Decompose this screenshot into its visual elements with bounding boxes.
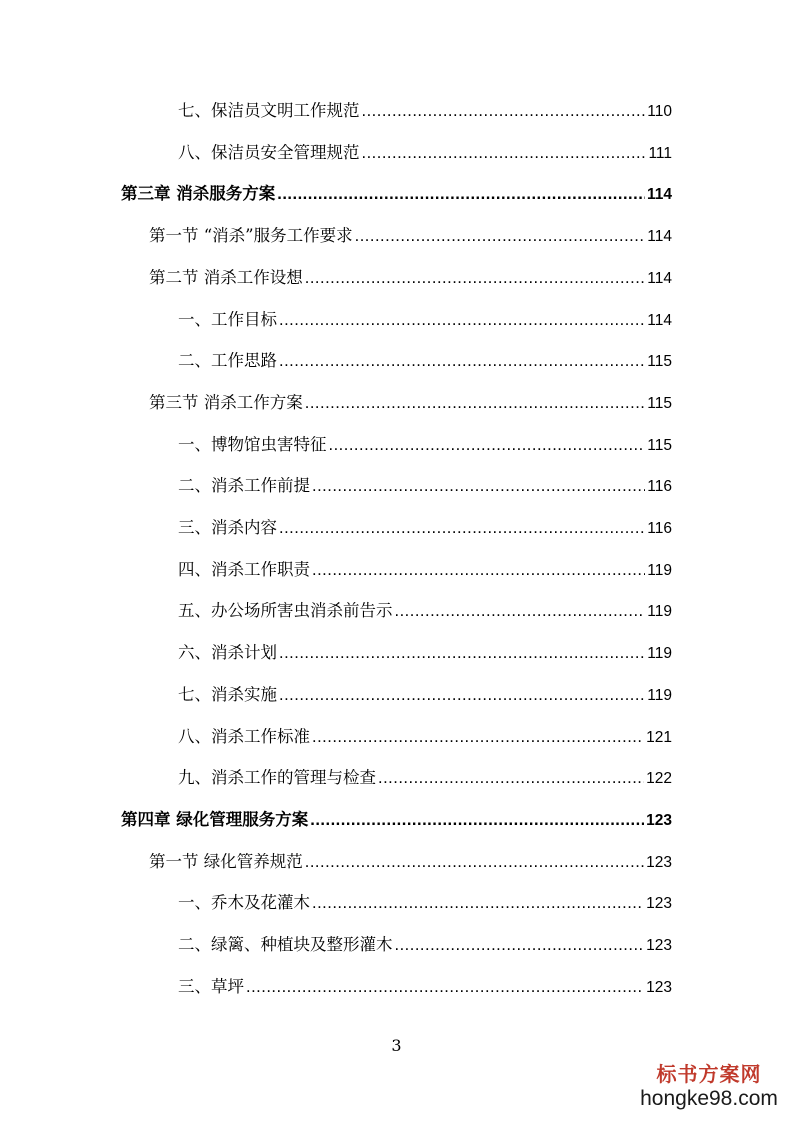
toc-entry-title: 二、工作思路 <box>178 351 277 371</box>
toc-entry-page: 114 <box>647 228 672 246</box>
toc-entry-page: 123 <box>646 978 672 996</box>
toc-entry[interactable] <box>149 221 672 251</box>
toc-entry-title: 五、办公场所害虫消杀前告示 <box>178 601 393 621</box>
toc-dot-leader <box>395 596 646 626</box>
toc-entry-page: 114 <box>647 269 672 287</box>
toc-dot-leader <box>310 805 644 835</box>
toc-entry-page: 111 <box>648 144 672 162</box>
toc-entry[interactable] <box>178 471 672 501</box>
toc-entry-page: 115 <box>647 353 672 371</box>
watermark-cn: 标书方案网 <box>656 1062 762 1086</box>
toc-entry[interactable] <box>178 638 672 668</box>
toc-entry-title: 四、消杀工作职责 <box>178 559 310 579</box>
toc-entry-page: 115 <box>647 394 672 412</box>
toc-entry-page: 119 <box>647 686 672 704</box>
toc-entry[interactable] <box>178 596 672 626</box>
toc-dot-leader <box>355 221 646 251</box>
toc-entry-title: 第三节 消杀工作方案 <box>149 392 303 412</box>
toc-entry-title: 第一节 “消杀”服务工作要求 <box>149 226 353 246</box>
toc-entry-page: 114 <box>646 186 672 204</box>
toc-dot-leader <box>279 680 645 710</box>
toc-entry[interactable] <box>149 388 672 418</box>
toc-entry-page: 119 <box>647 603 672 621</box>
toc-entry-page: 110 <box>647 103 672 120</box>
toc-entry-title: 三、消杀内容 <box>178 518 277 537</box>
toc-entry[interactable] <box>121 179 672 209</box>
toc-dot-leader <box>246 972 644 1002</box>
toc-entry-page: 123 <box>646 937 672 954</box>
toc-entry-title: 八、保洁员安全管理规范 <box>178 142 360 162</box>
watermark-logo <box>639 1062 779 1112</box>
watermark-en: hongke98.com <box>640 1087 778 1110</box>
toc-entry-page: 114 <box>647 311 672 329</box>
toc-entry-title: 第四章 绿化管理服务方案 <box>121 809 309 829</box>
toc-entry-title: 二、绿篱、种植块及整形灌木 <box>178 935 393 954</box>
toc-entry[interactable] <box>178 888 672 918</box>
toc-entry[interactable] <box>178 430 672 460</box>
toc-dot-leader <box>362 138 647 168</box>
toc-entry-page: 119 <box>647 561 672 579</box>
toc-entry[interactable] <box>178 513 672 543</box>
toc-entry-page: 116 <box>647 478 672 496</box>
toc-entry-title: 第二节 消杀工作设想 <box>149 267 303 287</box>
toc-dot-leader <box>279 346 645 376</box>
toc-entry[interactable] <box>178 930 672 960</box>
toc-dot-leader <box>329 430 646 460</box>
toc-dot-leader <box>362 96 646 126</box>
toc-entry-title: 一、工作目标 <box>178 309 277 329</box>
toc-entry[interactable] <box>178 346 672 376</box>
toc-entry-title: 一、博物馆虫害特征 <box>178 434 327 454</box>
toc-entry[interactable] <box>149 263 672 293</box>
toc-entry[interactable] <box>178 763 672 793</box>
toc-entry[interactable] <box>178 138 672 168</box>
toc-dot-leader <box>305 388 646 418</box>
toc-dot-leader <box>279 305 645 335</box>
toc-dot-leader <box>312 471 645 501</box>
toc-entry-title: 六、消杀计划 <box>178 643 277 663</box>
toc-entry-page: 121 <box>646 728 672 746</box>
toc-entry-title: 一、乔木及花灌木 <box>178 893 310 913</box>
toc-entry-page: 116 <box>647 520 672 537</box>
toc-entry[interactable] <box>178 680 672 710</box>
toc-dot-leader <box>279 638 645 668</box>
toc-entry[interactable] <box>121 805 672 835</box>
toc-entry-title: 七、消杀实施 <box>178 684 277 704</box>
toc-dot-leader <box>312 555 645 585</box>
toc-entry[interactable] <box>178 972 672 1002</box>
toc-entry-page: 123 <box>646 895 672 913</box>
toc-entry-title: 七、保洁员文明工作规范 <box>178 101 360 120</box>
page-number: 3 <box>391 1036 402 1055</box>
toc-entry[interactable] <box>178 722 672 752</box>
toc-dot-leader <box>312 888 644 918</box>
toc-entry-page: 123 <box>646 811 672 829</box>
toc-entry-title: 九、消杀工作的管理与检查 <box>178 768 376 788</box>
toc-dot-leader <box>395 930 645 960</box>
toc-entry-page: 123 <box>646 853 672 871</box>
toc-entry-page: 115 <box>647 436 672 454</box>
toc-entry-page: 122 <box>646 770 672 788</box>
toc-entry-title: 第一节 绿化管养规范 <box>149 851 303 871</box>
toc-entry[interactable] <box>178 555 672 585</box>
toc-dot-leader <box>277 179 645 209</box>
toc-dot-leader <box>312 722 644 752</box>
toc-entry-title: 三、草坪 <box>178 976 244 996</box>
toc-dot-leader <box>305 847 644 877</box>
toc-dot-leader <box>305 263 646 293</box>
toc-entry-page: 119 <box>647 645 672 663</box>
toc-entry[interactable] <box>178 96 672 126</box>
toc-dot-leader <box>279 513 645 543</box>
toc-entry[interactable] <box>149 847 672 877</box>
toc-entry-title: 八、消杀工作标准 <box>178 726 310 746</box>
toc-entry-title: 第三章 消杀服务方案 <box>121 184 276 204</box>
toc-entry-title: 二、消杀工作前提 <box>178 476 310 496</box>
toc-dot-leader <box>378 763 644 793</box>
toc-entry[interactable] <box>178 305 672 335</box>
